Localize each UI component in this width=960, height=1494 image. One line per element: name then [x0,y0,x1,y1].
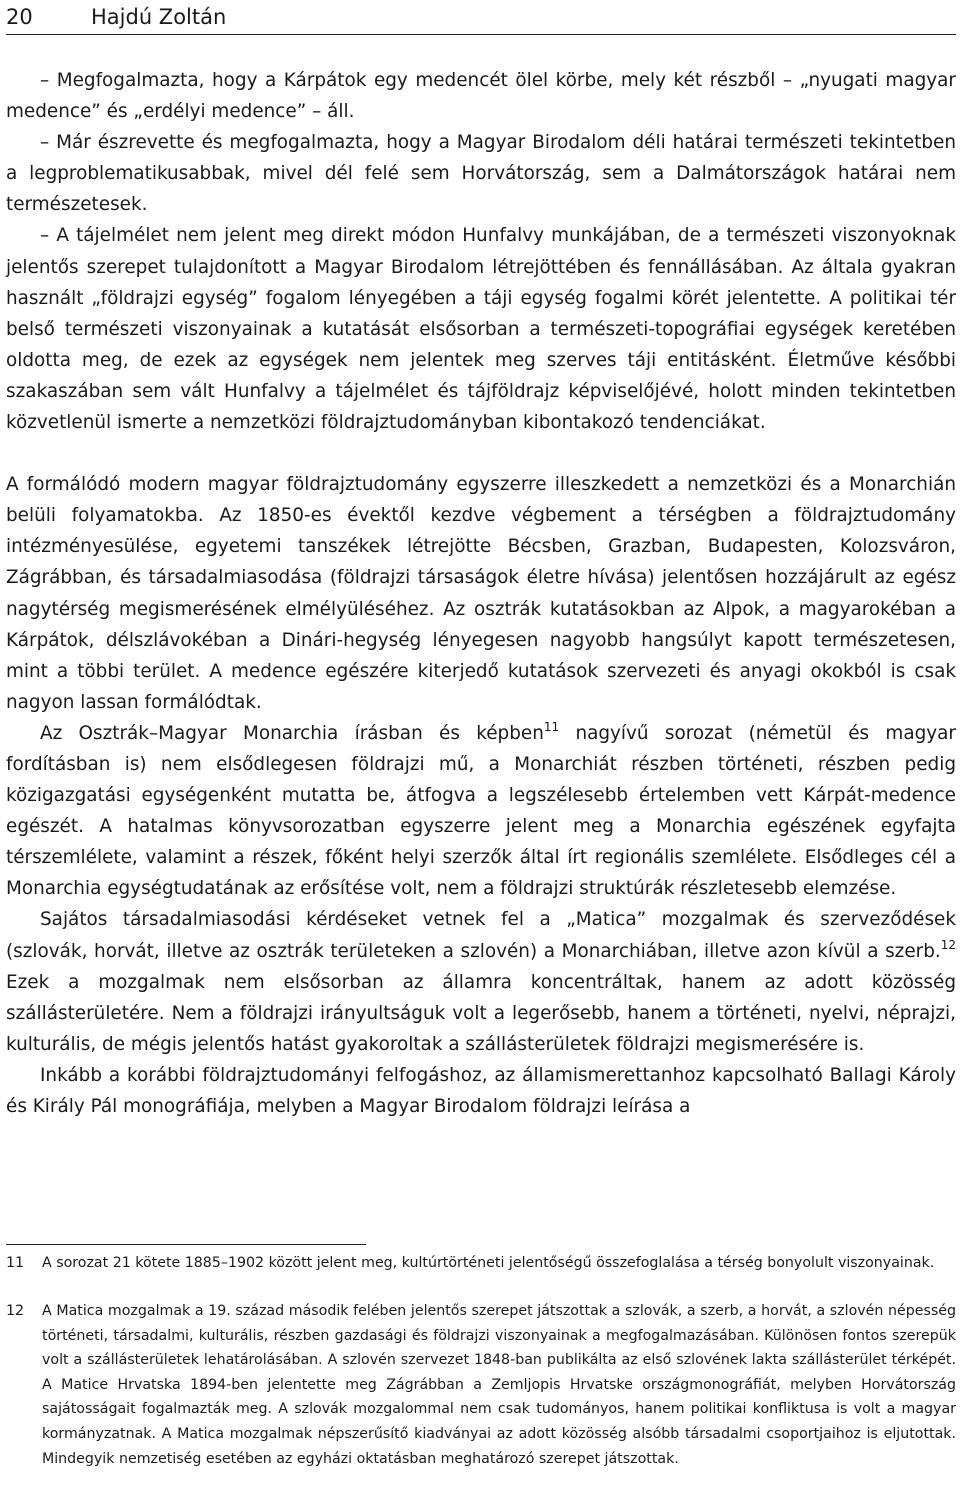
footnote-number: 12 [6,1303,25,1319]
paragraph-text: Sajátos társadalmiasodási kérdéseket vetnek fel a „Matica” mozgalmak és szerveződések (szlovák, horvát, illetve az osztrák területeken a szlovén) a Monarchiában, illetve azon kívül a szerb. [6,909,956,962]
footnote-text: A Matica mozgalmak a 19. század második felében jelentős szerepet játszottak a szlovák, a szerb, a horvát, a szlovén népesség történeti, társadalmi, kulturális, részben gazdasági és földrajzi viszonyainak a megfogalmazásában. Különösen fontos szerepük volt a szállásterületek lehatárolásában. A szlovén szervezet 1848-ban publikálta az első szlovének lakta szállásterület térképét. A Matice Hrvatska 1894-ben jelentette meg Zágrábban a Zemljopis Hrvatske országmonográfiát, melyben Horvátország sajátosságait fogalmazták meg. A szlovák mozgalommal nem csak tudományos, hanem politikai konfliktusa is volt a magyar kormányzatnak. A Matica mozgalmak népszerűsítő kiadványai az adott közösség alsóbb társadalmi csoportjaihoz is eljutottak. Mindegyik nemzetiség esetében az egyházi oktatásban meghatározó szerepet játszottak. [42,1303,956,1467]
paragraph: Inkább a korábbi földrajztudományi felfogáshoz, az államismerettanhoz kapcsolható Ballagi Károly és Király Pál monográfiája, melyben a Magyar Birodalom földrajzi leírása a [6,1064,956,1117]
paragraph-text: Ezek a mozgalmak nem elsősorban az államra koncentráltak, hanem az adott közösség szállásterületére. Nem a földrajzi irányultságuk volt a legerősebb, hanem a történeti, nyelvi, néprajzi, kulturális, de mégis jelentős hatást gyakoroltak a szállásterületek földrajzi megismerésére is. [6,971,956,1055]
paragraph [6,904,956,1059]
paragraph: A formálódó modern magyar földrajztudomány egyszerre illeszkedett a nemzetközi és a Monarchián belüli folyamatokba. Az 1850-es évektől kezdve végbement a térségben a földrajztudomány intézményesülése, egyetemi tanszékek létrejötte Bécsben, Grazban, Budapesten, Kolozsváron, Zágrábban, és társadalmiasodása (földrajzi társaságok életre hívása) jelentősen hozzájárult az egész nagytérség megismerésének elmélyüléséhez. Az osztrák kutatásokban az Alpok, a magyarokéban a Kárpátok, délszlávokéban a Dinári-hegység lényegesen nagyobb hangsúlyt kapott természetesen, mint a többi terület. A medence egészére kiterjedő kutatások szervezeti és anyagi okokból is csak nagyon lassan formálódtak. [6,474,956,713]
running-header-author: Hajdú Zoltán [91,5,227,29]
running-header [6,0,956,35]
footnote-number: 11 [6,1255,25,1271]
section-gap [6,438,956,469]
footnote [6,1251,956,1276]
footnote-divider [6,1244,366,1245]
list-item: – A tájelmélet nem jelent meg direkt módon Hunfalvy munkájában, de a természeti viszonyoknak jelentős szerepet tulajdonított a Magyar Birodalom létrejöttében és fennállásában. Az általa gyakran használt „földrajzi egység” fogalom lényegében a táji egység fogalmi körét jelentette. A politikai tér belső természeti viszonyainak a kutatását elsősorban a természeti-topográfiai egységek keretében oldotta meg, de ezek az egységek nem jelentek meg szerves táji entitásként. Életműve későbbi szakaszában sem vált Hunfalvy a tájelmélet és tájföldrajz képviselőjévé, holott minden tekintetben közvetlenül ismerte a nemzetközi földrajztudományban kibontakozó tendenciákat. [6,225,956,434]
paragraph [6,718,956,905]
list-item: – Megfogalmazta, hogy a Kárpátok egy medencét ölel körbe, mely két részből – „nyugati magyar medence” és „erdélyi medence” – áll. [6,70,956,123]
body-text [6,65,956,1122]
paragraph-text: Az Osztrák–Magyar Monarchia írásban és képben [40,722,544,744]
paragraph-text: nagyívű sorozat (németül és magyar fordításban is) nem elsődlegesen földrajzi mű, a Monarchiát részben történeti, részben pedig közigazgatási egységenként mutatta be, átfogva a legszélesebb értelemben vett Kárpát-medence egészét. A hatalmas könyvsorozatban egyszerre jelent meg a Monarchia egészének egyfajta térszemlélete, valamint a részek, főként helyi szerzők által írt regionális szemlélete. Elsődleges cél a Monarchia egységtudatának az erősítése volt, nem a földrajzi struktúrák részletesebb elemzése. [6,722,956,900]
footnote-ref[interactable]: 12 [940,937,956,952]
list-item: – Már észrevette és megfogalmazta, hogy a Magyar Birodalom déli határai természeti tekintetben a legproblematikusabbak, mivel dél felé sem Horvátország, sem a Dalmátországok határai nem természetesek. [6,132,956,216]
footnote-text: A sorozat 21 kötete 1885–1902 között jelent meg, kultúrtörténeti jelentőségű összefoglalása a térség bonyolult viszonyainak. [42,1255,935,1271]
footnote [6,1299,956,1471]
page-number: 20 [6,5,33,29]
footnote-ref[interactable]: 11 [543,719,560,734]
